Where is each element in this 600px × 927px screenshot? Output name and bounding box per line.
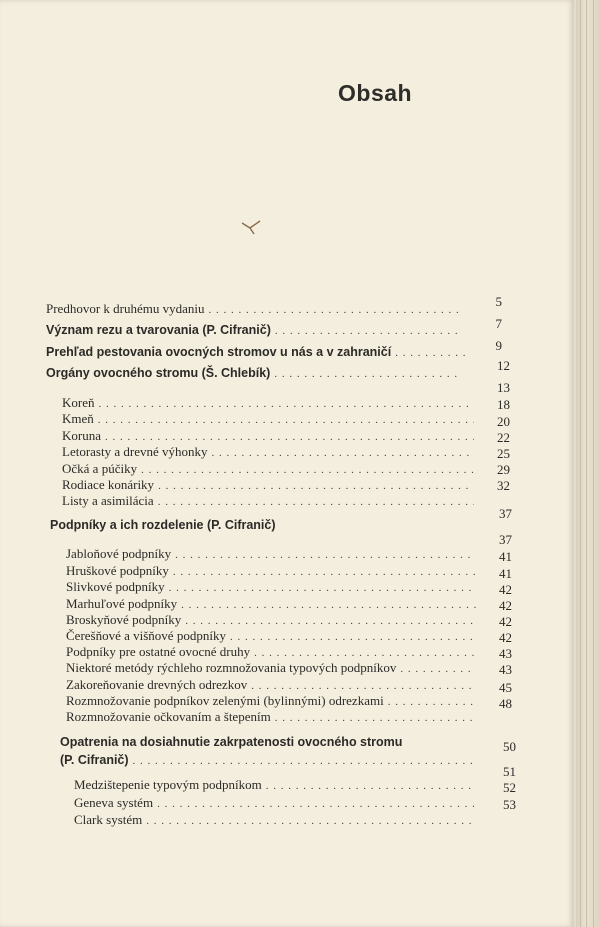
- toc-leader: [133, 755, 472, 767]
- toc-entry-label: Marhuľové podpníky: [66, 596, 178, 611]
- toc-entry-label: Rozmnožovanie podpníkov zelenými (bylinnými) odrezkami: [66, 693, 384, 708]
- toc-leader: [141, 464, 474, 476]
- toc-entry-page: 43: [499, 646, 512, 661]
- toc-entry-page: 42: [499, 598, 512, 613]
- toc-entry[interactable]: [46, 366, 458, 384]
- toc-entry-label: Orgány ovocného stromu (Š. Chlebík): [46, 366, 271, 380]
- toc-entry[interactable]: [62, 493, 474, 511]
- toc-entry-page: 7: [495, 316, 502, 331]
- toc-leader: [181, 599, 476, 611]
- toc-entry-page: 45: [499, 680, 512, 695]
- toc-leader: [254, 647, 476, 659]
- toc-entry[interactable]: [74, 812, 474, 830]
- toc-entry-label-continued: (P. Cifranič): [60, 753, 129, 767]
- toc-entry-page: 41: [499, 549, 512, 564]
- toc-entry[interactable]: [74, 795, 474, 813]
- page-edge-line: [593, 0, 594, 927]
- toc-entry-page: 42: [499, 630, 512, 645]
- toc-entry-label: Rodiace konáriky: [62, 477, 155, 492]
- toc-entry-label: Opatrenia na dosiahnutie zakrpatenosti ovocného stromu: [60, 735, 403, 749]
- toc-leader: [146, 815, 474, 827]
- toc-leader: [266, 780, 474, 792]
- page-title: Obsah: [338, 80, 413, 106]
- toc-entry-page: 37: [499, 532, 512, 547]
- toc-entry-page: 12: [497, 358, 510, 373]
- toc-entry-page: 42: [499, 582, 512, 597]
- toc-leader: [274, 368, 458, 380]
- toc-leader: [275, 712, 476, 724]
- toc-entry[interactable]: [46, 323, 458, 341]
- toc-entry[interactable]: [66, 709, 476, 727]
- toc-leader: [251, 680, 476, 692]
- toc-entry-page: 41: [499, 566, 512, 581]
- toc-entry-page: 42: [499, 614, 512, 629]
- toc-entry-label: Listy a asimilácia: [62, 493, 154, 508]
- toc-entry[interactable]: [46, 301, 458, 319]
- toc-entry-page: 37: [499, 506, 512, 521]
- toc-entry-page: 53: [503, 797, 516, 812]
- toc-entry-label: Hruškové podpníky: [66, 563, 169, 578]
- toc-entry-page: 52: [503, 780, 516, 795]
- toc-entry-label: Geneva systém: [74, 795, 154, 810]
- toc-entry-page: 9: [495, 338, 502, 353]
- toc-entry-label: Prehľad pestovania ovocných stromov u nás a v zahraničí: [46, 345, 392, 359]
- toc-entry[interactable]: [66, 660, 476, 678]
- toc-entry-page: 50: [503, 739, 516, 754]
- toc-leader: [388, 696, 476, 708]
- toc-leader: [158, 480, 474, 492]
- toc-entry-label: Význam rezu a tvarovania (P. Cifranič): [46, 323, 271, 337]
- toc-leader: [275, 325, 458, 337]
- page-edge: [576, 0, 600, 927]
- toc-leader: [395, 347, 468, 359]
- toc-leader: [175, 549, 476, 561]
- toc-entry[interactable]: [66, 546, 476, 564]
- toc-leader: [209, 304, 458, 316]
- toc-entry-label: Podpníky pre ostatné ovocné druhy: [66, 644, 251, 659]
- toc-leader: [158, 496, 474, 508]
- toc-entry[interactable]: [60, 735, 480, 753]
- toc-entry-label: Broskyňové podpníky: [66, 612, 182, 627]
- toc-entry-page: 22: [497, 430, 510, 445]
- toc-entry[interactable]: [50, 518, 350, 536]
- toc-entry-page: 13: [497, 380, 510, 395]
- toc-entry-label: Čerešňové a višňové podpníky: [66, 628, 226, 643]
- toc-entry[interactable]: [46, 345, 468, 363]
- toc-entry[interactable]: [66, 579, 476, 597]
- toc-entry-label: Medzištepenie typovým podpníkom: [74, 777, 262, 792]
- toc-leader: [173, 566, 476, 578]
- toc-entry-page: 32: [497, 478, 510, 493]
- toc-leader: [99, 398, 475, 410]
- toc-leader: [230, 631, 476, 643]
- toc-entry-page: 25: [497, 446, 510, 461]
- toc-entry-continued[interactable]: [60, 753, 472, 771]
- toc-leader: [105, 431, 474, 443]
- toc-leader: [185, 615, 476, 627]
- toc-entry[interactable]: [74, 777, 474, 795]
- toc-entry-page: 51: [503, 764, 516, 779]
- toc-leader: [157, 798, 474, 810]
- toc-entry[interactable]: [62, 444, 474, 462]
- toc-leader: [211, 447, 474, 459]
- page-edge-line: [580, 0, 581, 927]
- toc-entry-label: Niektoré metódy rýchleho rozmnožovania typových podpníkov: [66, 660, 397, 675]
- toc-entry[interactable]: [62, 411, 474, 429]
- toc-entry-label: Koruna: [62, 428, 101, 443]
- toc-entry-label: Podpníky a ich rozdelenie (P. Cifranič): [50, 518, 276, 532]
- toc-leader: [400, 663, 476, 675]
- toc-entry-page: 18: [497, 397, 510, 412]
- toc-entry-label: Kmeň: [62, 411, 94, 426]
- page-edge-line: [586, 0, 587, 927]
- toc-entry-label: Jabloňové podpníky: [66, 546, 172, 561]
- toc-entry-page: 20: [497, 414, 510, 429]
- toc-entry-page: 29: [497, 462, 510, 477]
- toc-entry-label: Slivkové podpníky: [66, 579, 165, 594]
- toc-entry-label: Zakoreňovanie drevných odrezkov: [66, 677, 248, 692]
- toc-entry-page: 48: [499, 696, 512, 711]
- toc-leader: [169, 582, 476, 594]
- toc-entry-label: Letorasty a drevné výhonky: [62, 444, 208, 459]
- toc-entry-label: Rozmnožovanie očkovaním a štepením: [66, 709, 271, 724]
- toc-entry-label: Očká a púčiky: [62, 461, 138, 476]
- toc-entry-label: Predhovor k druhému vydaniu: [46, 301, 205, 316]
- toc-entry-label: Koreň: [62, 395, 95, 410]
- toc-entry-page: 43: [499, 662, 512, 677]
- toc-leader: [98, 414, 474, 426]
- toc-entry-label: Clark systém: [74, 812, 143, 827]
- toc-entry-page: 5: [495, 294, 502, 309]
